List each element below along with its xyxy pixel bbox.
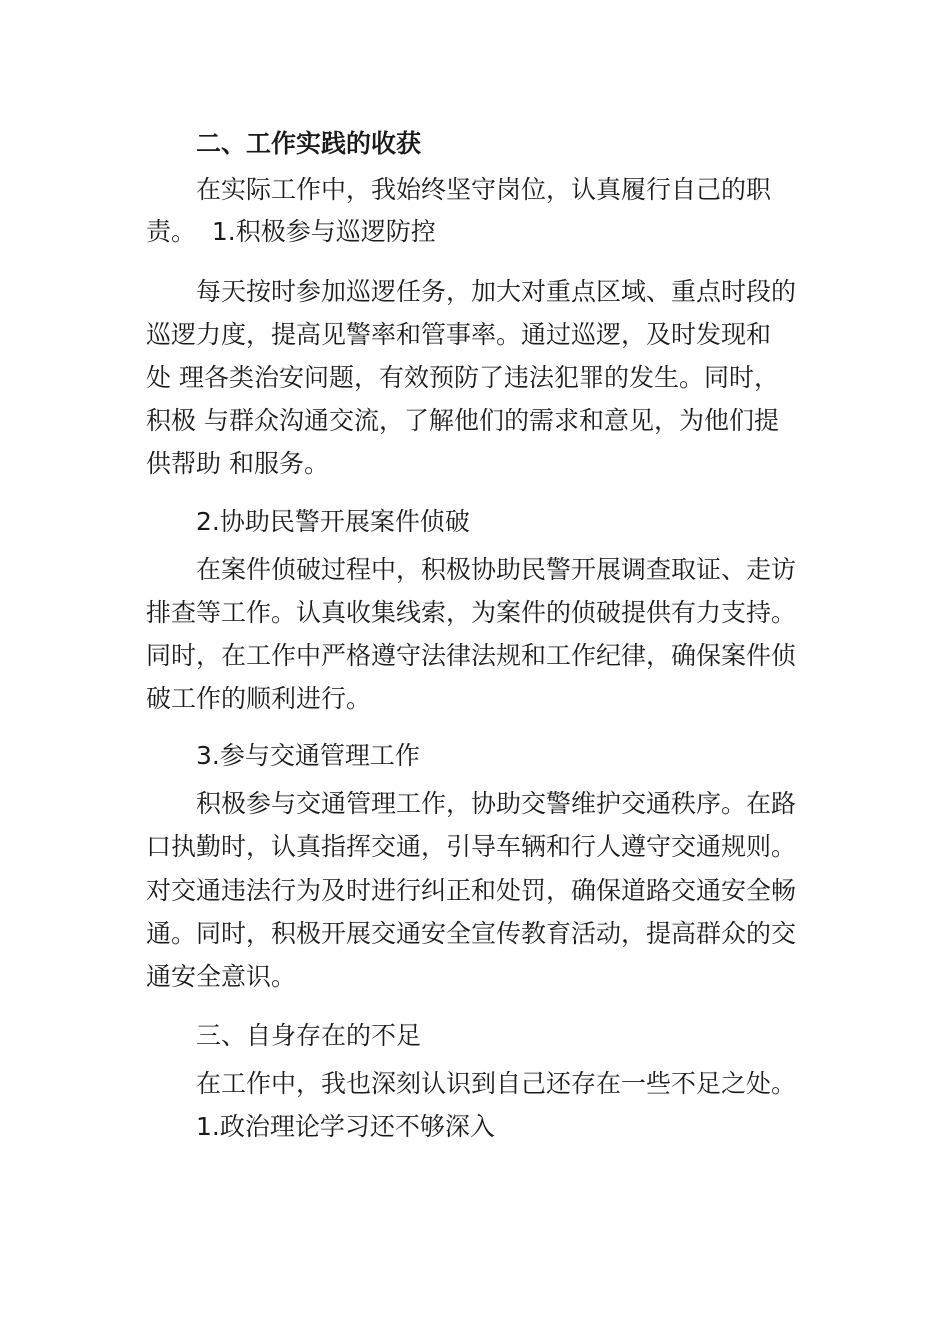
paragraph-line: 巡逻力度，提高见警率和管事率。通过巡逻，及时发现和	[146, 320, 772, 349]
subheading-3-1: 1.政治理论学习还不够深入	[196, 1112, 495, 1141]
section-heading-2: 二、工作实践的收获	[196, 129, 422, 158]
subheading-3: 3.参与交通管理工作	[196, 741, 420, 770]
paragraph-line: 在实际工作中，我始终坚守岗位，认真履行自己的职	[196, 175, 772, 204]
paragraph-line: 口执勤时，认真指挥交通，引导车辆和行人遵守交通规则。	[146, 832, 797, 861]
paragraph-line: 每天按时参加巡逻任务，加大对重点区域、重点时段的	[196, 277, 797, 306]
paragraph-line: 积极 与群众沟通交流，了解他们的需求和意见，为他们提	[146, 406, 779, 435]
paragraph-line: 排查等工作。认真收集线索，为案件的侦破提供有力支持。	[146, 598, 797, 627]
section-heading-3: 三、自身存在的不足	[196, 1021, 422, 1050]
paragraph-line: 对交通违法行为及时进行纠正和处罚，确保道路交通安全畅	[146, 876, 797, 905]
paragraph-line: 破工作的顺利进行。	[146, 684, 372, 713]
paragraph-line: 通安全意识。	[146, 962, 297, 991]
paragraph-line: 在案件侦破过程中，积极协助民警开展调查取证、走访	[196, 555, 797, 584]
paragraph-line: 通。同时，积极开展交通安全宣传教育活动，提高群众的交	[146, 919, 797, 948]
paragraph-line: 处 理各类治安问题，有效预防了违法犯罪的发生。同时，	[146, 363, 779, 392]
paragraph-line: 同时，在工作中严格遵守法律法规和工作纪律，确保案件侦	[146, 641, 797, 670]
paragraph-line: 责。 1.积极参与巡逻防控	[146, 217, 436, 246]
paragraph-line: 供帮助 和服务。	[146, 449, 329, 478]
paragraph-line: 在工作中，我也深刻认识到自己还存在一些不足之处。	[196, 1069, 797, 1098]
subheading-2: 2.协助民警开展案件侦破	[196, 507, 470, 536]
paragraph-line: 积极参与交通管理工作，协助交警维护交通秩序。在路	[196, 789, 797, 818]
